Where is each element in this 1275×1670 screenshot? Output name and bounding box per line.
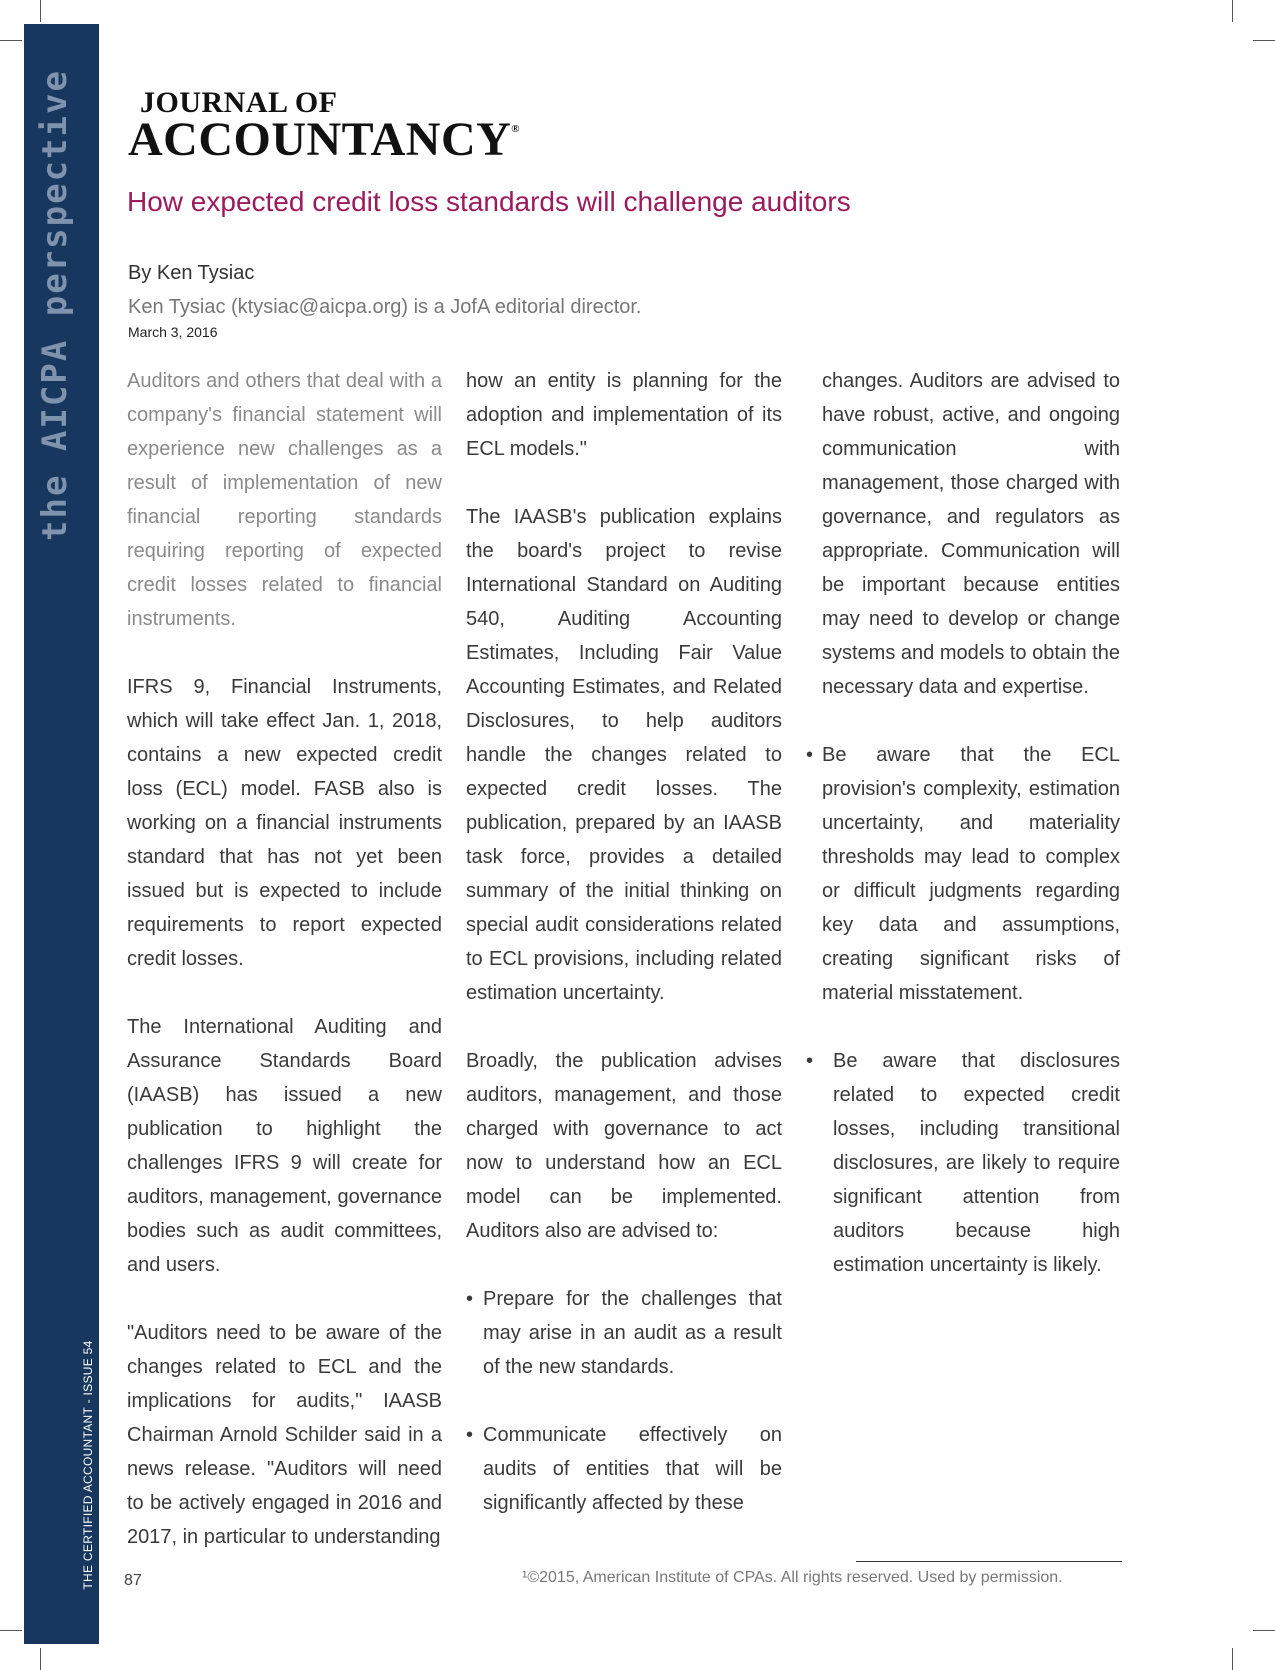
crop-mark [1232, 1648, 1233, 1670]
article-headline: How expected credit loss standards will challenge auditors [127, 186, 851, 217]
crop-mark [0, 1630, 22, 1631]
body-paragraph: how an entity is planning for the adoption and implementation of its ECL models." [466, 370, 782, 460]
article-column-2 [466, 364, 782, 1554]
sidebar-title: the AICPA perspective [35, 69, 75, 541]
body-paragraph: The International Auditing and Assurance Standards Board (IAASB) has issued a new publication to highlight the challenges IFRS 9 will create for auditors, management, governance bodies such as audit committees, and users. [127, 1016, 442, 1276]
body-paragraph: The IAASB's publication explains the board's project to revise International Standard on Auditing 540, Auditing Accounting Estimates, Including Fair Value Accounting Estimates, and Related Disclosures, to help auditors handle the changes related to expected credit losses. The publication, prepared by an IAASB task force, provides a detailed summary of the initial thinking on special audit considerations related to ECL provisions, including related estimation uncertainty. [466, 506, 782, 1004]
logo-line-1: JOURNAL OF [140, 86, 338, 119]
article-column-1 [127, 364, 442, 1588]
advice-list [806, 738, 1120, 1282]
list-item: • Prepare for the challenges that may arise in an audit as a result of the new standards. [466, 1282, 782, 1384]
copyright-notice: ¹©2015, American Institute of CPAs. All rights reserved. Used by permission. [522, 1569, 1063, 1586]
article-column-3 [806, 364, 1120, 1316]
body-paragraph: Broadly, the publication advises auditors, management, and those charged with governance to act now to understand how an ECL model can be implemented. Auditors also are advised to: [466, 1050, 782, 1242]
bullet-icon: • [466, 1288, 474, 1310]
sidebar-issue-label: THE CERTIFIED ACCOUNTANT - ISSUE 54 [81, 1340, 95, 1590]
crop-mark [1253, 1630, 1275, 1631]
crop-mark [40, 0, 41, 22]
crop-mark [1253, 40, 1275, 41]
list-item: • Communicate effectively on audits of entities that will be significantly affected by these [466, 1418, 782, 1520]
body-paragraph: changes. Auditors are advised to have robust, active, and ongoing communication with management, those charged with governance, and regulators as appropriate. Communication will be important because entities may need to develop or change systems and models to obtain the necessary data and expertise. [822, 370, 1120, 698]
crop-mark [1232, 0, 1233, 22]
page-number: 87 [124, 1572, 142, 1589]
registered-mark: ® [511, 123, 520, 135]
crop-mark [40, 1648, 41, 1670]
list-item: • Be aware that the ECL provision's complexity, estimation uncertainty, and materiality thresholds may lead to complex or difficult judgments regarding key data and assumptions, creating significant risks of material misstatement. [822, 738, 1120, 1010]
bullet-icon: • [806, 744, 814, 766]
body-paragraph: IFRS 9, Financial Instruments, which will take effect Jan. 1, 2018, contains a new expected credit loss (ECL) model. FASB also is working on a financial instruments standard that has not yet been issued but is expected to include requirements to report expected credit losses. [127, 676, 442, 970]
bullet-icon: • [466, 1424, 474, 1446]
byline: By Ken Tysiac [128, 262, 255, 284]
logo-line-2: ACCOUNTANCY® [128, 113, 520, 166]
author-note: Ken Tysiac (ktysiac@aicpa.org) is a JofA editorial director. [128, 296, 642, 318]
crop-mark [0, 40, 22, 41]
intro-paragraph: Auditors and others that deal with a company's financial statement will experience new challenges as a result of implementation of new financial reporting standards requiring reporting of expected credit losses related to financial instruments. [127, 370, 442, 630]
bullet-icon: • [806, 1050, 814, 1072]
publication-date: March 3, 2016 [128, 324, 218, 340]
footnote-rule [856, 1561, 1122, 1562]
advice-list [466, 1282, 782, 1520]
journal-logo [128, 88, 548, 164]
list-item: • Be aware that disclosures related to expected credit losses, including transitional disclosures, are likely to require significant attention from auditors because high estimation uncertainty is likely. [822, 1044, 1120, 1282]
body-paragraph: "Auditors need to be aware of the changes related to ECL and the implications for audits," IAASB Chairman Arnold Schilder said in a news release. "Auditors will need to be actively engaged in 2016 and 2017, in particular to understanding [127, 1322, 442, 1548]
